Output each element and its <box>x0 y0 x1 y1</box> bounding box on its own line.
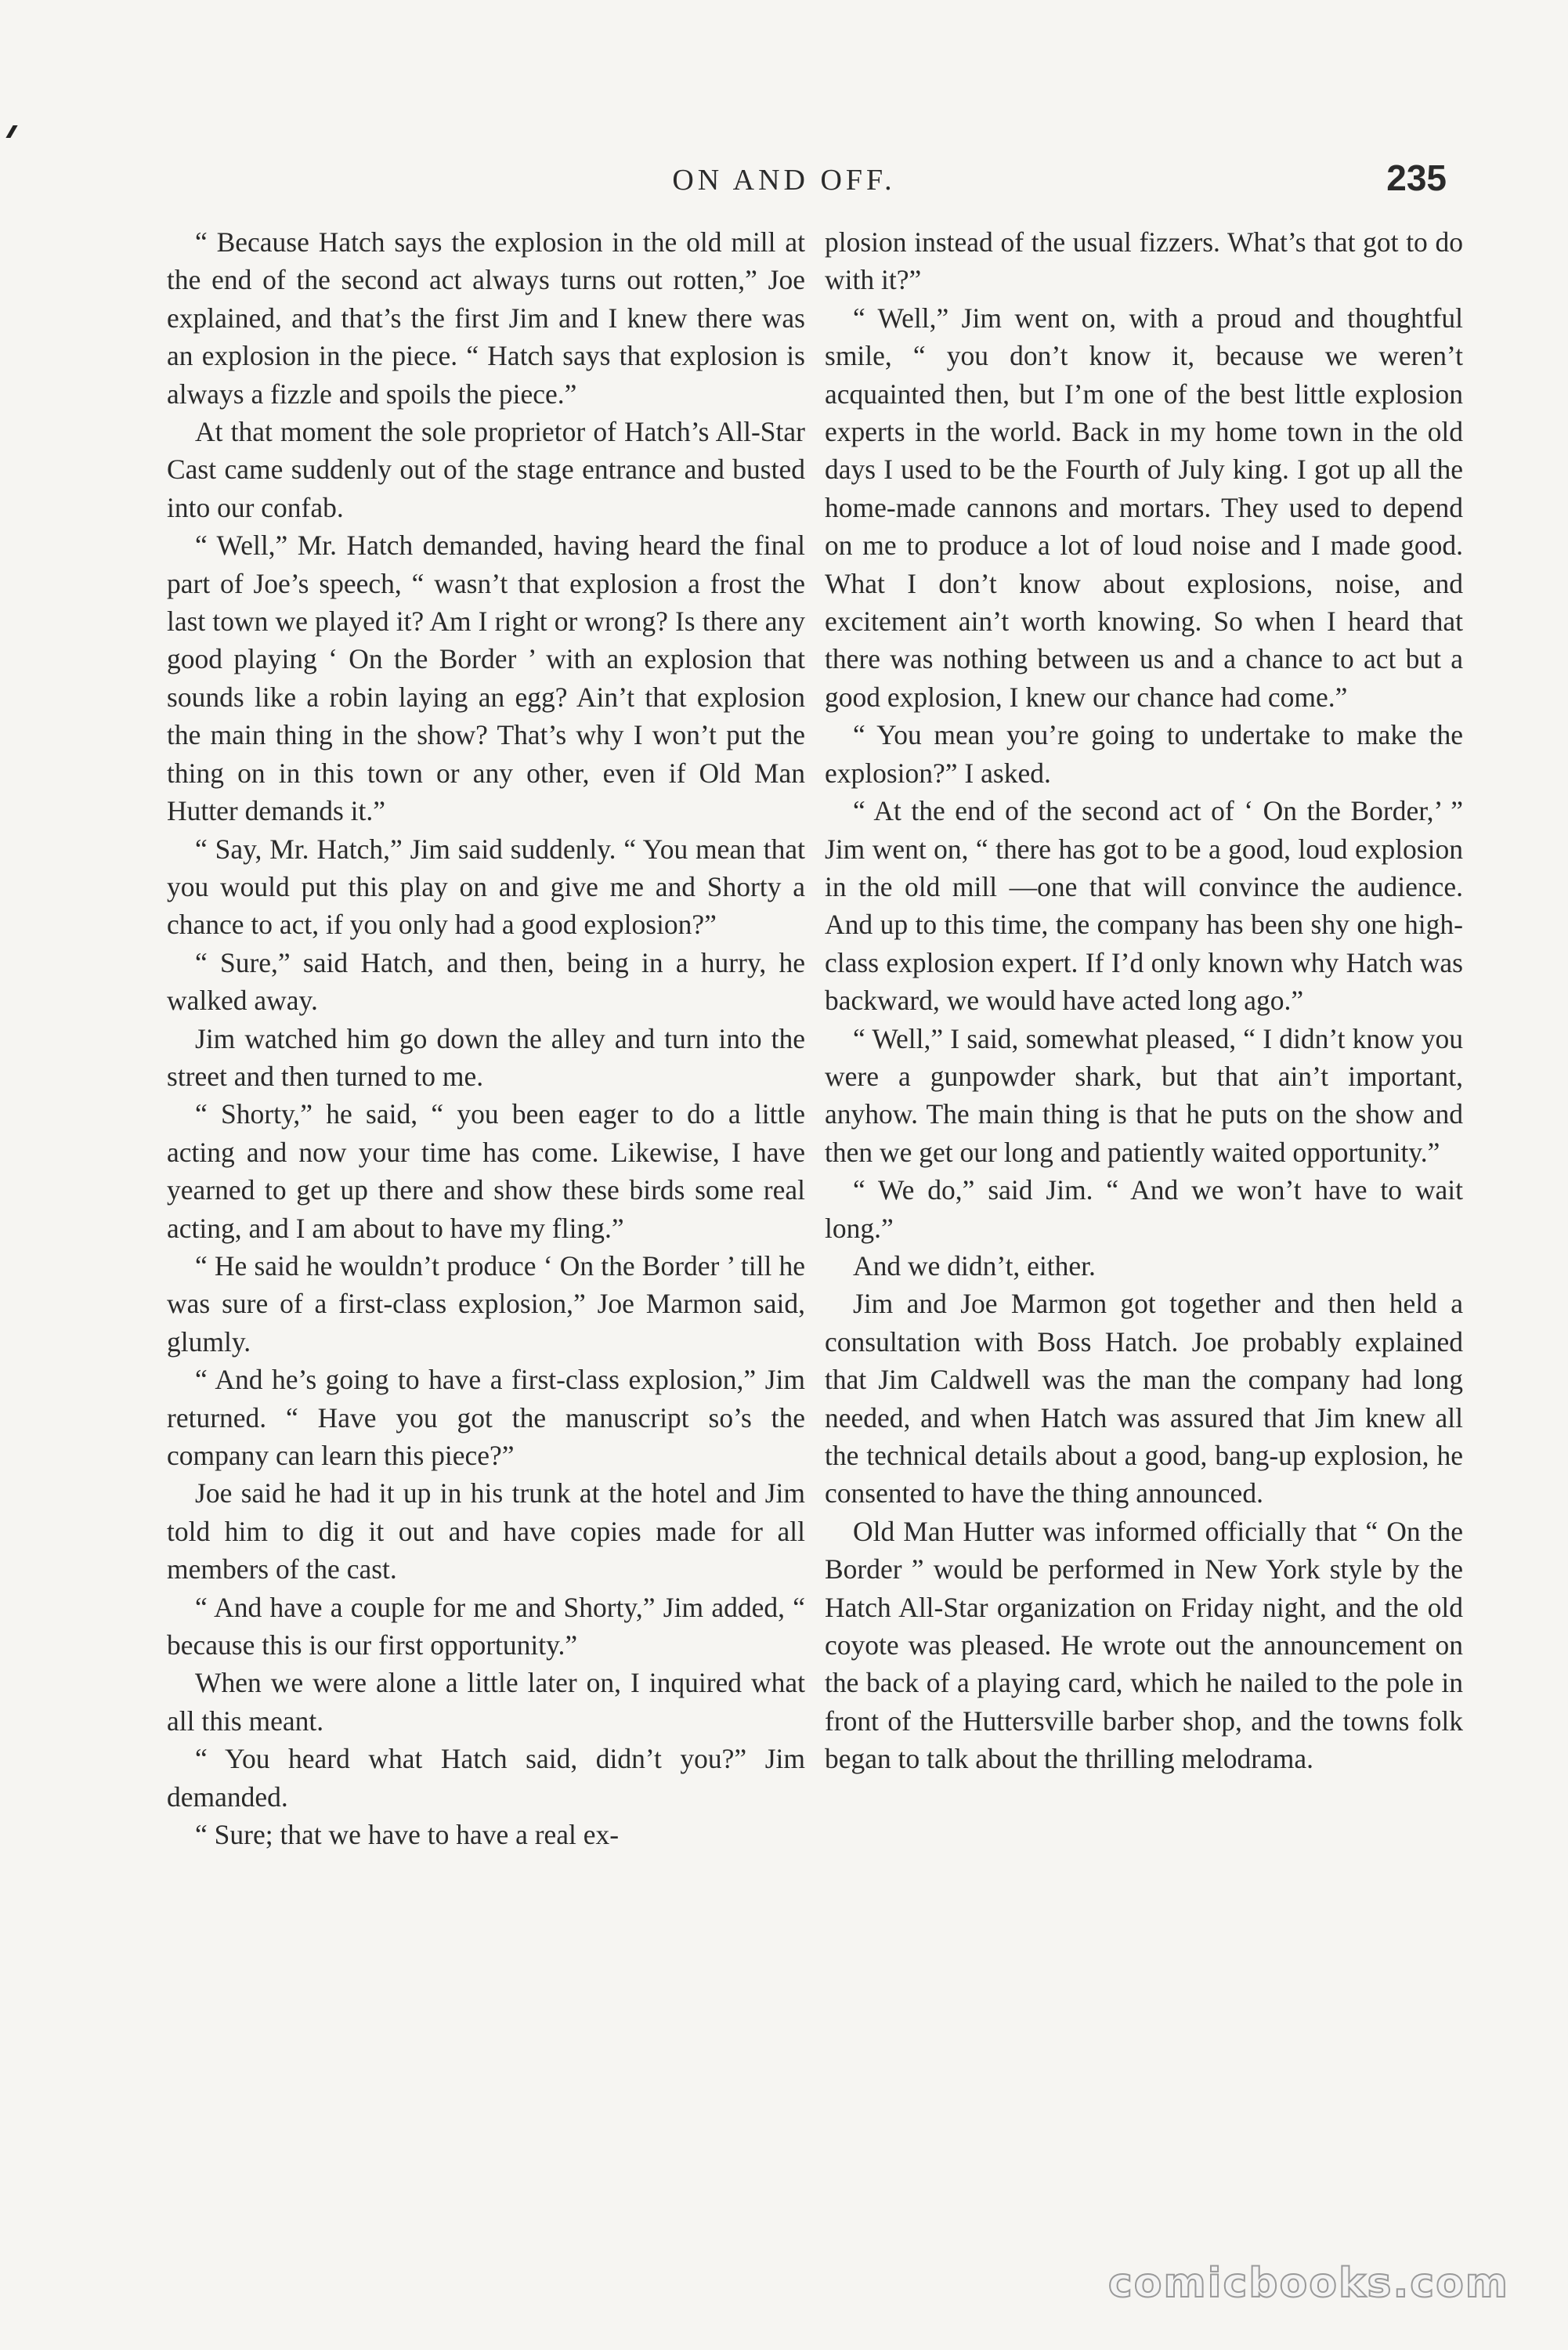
paragraph: “ Shorty,” he said, “ you been eager to do a little acting and now your time has come. Likewise, I have yearned to get up there and show these birds some real acting, and I am about to have my fling.” <box>167 1098 805 1244</box>
paragraph: “ You mean you’re going to undertake to make the explosion?” I asked. <box>825 719 1463 789</box>
paragraph: “ You heard what Hatch said, didn’t you?” Jim demanded. <box>167 1743 805 1813</box>
paragraph: Jim watched him go down the alley and turn into the street and then turned to me. <box>167 1022 805 1092</box>
paragraph: And we didn’t, either. <box>853 1249 1096 1282</box>
left-column <box>167 223 805 1853</box>
paragraph: “ Well,” I said, somewhat pleased, “ I didn’t know you were a gunpowder shark, but that ain’t important, anyhow. The main thing is that he puts on the show and then we get our long and patiently waited opportunity.” <box>825 1022 1463 1168</box>
paragraph: “ And he’s going to have a first-class explosion,” Jim returned. “ Have you got the manuscript so’s the company can learn this piece?” <box>167 1364 805 1471</box>
right-column <box>825 223 1463 1778</box>
page-title: ON AND OFF. <box>672 164 896 197</box>
paragraph: “ Well,” Mr. Hatch demanded, having heard the final part of Joe’s speech, “ wasn’t that explosion a frost the last town we played it? Am I right or wrong? Is there any good playing ‘ On the Border ’ with an explosion that sounds like a robin laying an egg? Ain’t that explosion the main thing in the show? That’s why I won’t put the thing on in this town or any other, even if Old Man Hutter demands it.” <box>167 530 805 827</box>
paragraph: Jim and Joe Marmon got together and then held a consultation with Boss Hatch. Joe probably explained that Jim Caldwell was the man the company had long needed, and when Hatch was assured that Jim knew all the technical details about a good, bang-up explosion, he consented to have the thing announced. <box>825 1288 1463 1509</box>
paragraph: “ And have a couple for me and Shorty,” Jim added, “ because this is our first opportunity.” <box>167 1591 805 1661</box>
paragraph: When we were alone a little later on, I inquired what all this meant. <box>167 1667 805 1737</box>
paragraph: “ We do,” said Jim. “ And we won’t have to wait long.” <box>825 1174 1463 1244</box>
paragraph-continuation: plosion instead of the usual fizzers. What’s that got to do with it?” <box>825 226 1463 296</box>
paragraph: “ Sure,” said Hatch, and then, being in a hurry, he walked away. <box>167 946 805 1017</box>
page-number: 235 <box>1386 157 1447 198</box>
paragraph: “ Because Hatch says the explosion in the old mill at the end of the second act always turns out rotten,” Joe explained, and that’s the first Jim and I knew there was an explosion in the piece. “ Hatch says that explosion is always a fizzle and spoils the piece.” <box>167 226 805 410</box>
paragraph: “ Well,” Jim went on, with a proud and thoughtful smile, “ you don’t know it, because we weren’t acquainted then, but I’m one of the best little explosion experts in the world. Back in my home town in the old days I used to be the Fourth of July king. I got up all the home-made cannons and mortars. They used to depend on me to produce a lot of loud noise and I made good. What I don’t know about explosions, noise, and excitement ain’t worth knowing. So when I heard that there was nothing between us and a chance to act but a good explosion, I knew our chance had come.” <box>825 302 1463 713</box>
watermark: comicbooks.com <box>1107 2260 1509 2307</box>
running-head <box>0 157 1568 204</box>
paragraph: “ Say, Mr. Hatch,” Jim said suddenly. “ You mean that you would put this play on and give me and Shorty a chance to act, if you only had a good explosion?” <box>167 833 805 941</box>
paragraph: Old Man Hutter was informed officially that “ On the Border ” would be performed in New York style by the Hatch All-Star organization on Friday night, and the old coyote was pleased. He wrote out the announcement on the back of a playing card, which he nailed to the pole in front of the Huttersville barber shop, and the towns folk began to talk about the thrilling melodrama. <box>825 1515 1463 1775</box>
paragraph: “ He said he wouldn’t produce ‘ On the Border ’ till he was sure of a first-class explosion,” Joe Marmon said, glumly. <box>167 1249 805 1358</box>
paragraph: “ At the end of the second act of ‘ On the Border,’ ” Jim went on, “ there has got to be a good, loud explosion in the old mill —one that will convince the audience. And up to this time, the company has been shy one high-class explosion expert. If I’d only known why Hatch was backward, we would have acted long ago.” <box>825 795 1463 1017</box>
scan-mark <box>5 125 17 138</box>
paragraph: “ Sure; that we have to have a real ex- <box>195 1819 620 1851</box>
paragraph: At that moment the sole proprietor of Hatch’s All-Star Cast came suddenly out of the stage entrance and busted into our confab. <box>167 416 805 523</box>
paragraph: Joe said he had it up in his trunk at the hotel and Jim told him to dig it out and have copies made for all members of the cast. <box>167 1477 805 1585</box>
